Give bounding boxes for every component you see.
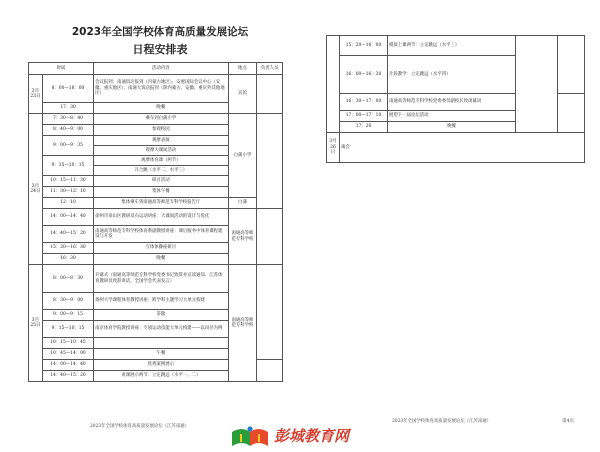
schedule-table-right [326,35,585,163]
table-row-time: 15：20—16：00 [340,36,388,56]
table-row-content: 开幕式（南通高等师范专科学校党委书记致辞并宣读通知、江苏体育教研员致辞讲话、全国学会代表发言） [94,265,228,293]
table-row-time: 10：15—10：45 [42,338,93,349]
table-row-time: 8：30—9：00 [42,293,93,310]
table-row-content: 片段教学：立定跳远（水平四） [388,56,516,94]
table-row-content: 徐州市泉山区教研员石运动讲座：大课间活动的设计与优化 [94,209,228,226]
footer-left: 2023年全国学校体育高质量发展论坛（江苏南通） [90,424,189,429]
table-row-content: 南通高等师范专科学校体育系副教授讲座：课后服务中体育课程建设与开发 [94,226,228,243]
date-day3: 3月25日 [29,265,43,382]
table-row-content: 集体乘车到南通高等师范专科学校报告厅 [94,198,228,209]
schedule-table-left [28,62,283,382]
date-day2: 3月24日 [29,114,43,265]
table-row-time: 9：15—10：15 [42,321,93,338]
header-time: 时间 [29,63,94,75]
table-row-person [257,75,283,114]
table-row-content: 集体午餐 [94,187,228,198]
table-row-content: 晚餐 [94,254,228,265]
table-row-time: 9：00—9：15 [42,310,93,321]
table-row-time: 7：30—8：40 [42,114,93,125]
table-row-content: 研讨活动 [94,176,228,187]
table-row-time: 8：00—18：00 [42,75,93,103]
table-row-content: 观摩表演 [94,136,228,146]
table-row-content: 会议报到：南通饭店报到（内蒙古地区）、安惠国际会议中心（安徽、重庆地区）、南通大饭店报到（除内蒙古、安徽、重庆外其他地区） [94,75,228,103]
table-row-time: 16：30—17：00 [340,94,388,111]
table-row-content [94,338,228,349]
table-row-content: 南通高等师范专科学校党委委员副校长致闭幕词 [388,94,516,111]
table-row-content: 模拟上课两节：立定跳远（水平三） [388,36,516,56]
place-group-right [516,36,558,133]
table-row-place: 白蒲 [228,198,257,209]
table-row-time: 16：30 [42,254,93,265]
table-row-content: 南京体育学院教授讲座：专项运动技能大单元构建——以田径为例 [94,321,228,338]
table-row-time: 11：30—12：10 [42,187,93,198]
table-row-content: 参观校园 [94,125,228,136]
table-row-time: 12：10 [42,198,93,209]
watermark-svg [228,420,374,448]
table-row-time: 14：40—15：20 [42,226,93,243]
person-block-right [558,36,585,94]
footer-right: 2023年全国学校体育高质量发展论坛（江苏南通） [392,419,491,424]
person-block-right2 [558,94,585,133]
table-row-place: 宾馆 [228,75,257,114]
table-row-content: 扬州大学课程体育教授讲座：跨学科主题学习大单元构建 [94,293,228,310]
date-day4: 3月26日 [327,133,340,163]
table-row-time: 9：00—9：35 [42,136,93,156]
doc-subtitle: 日程安排表 [132,43,188,56]
table-row-content: 互体体操座研讨 [94,243,228,254]
table-row-time: 17：30 [42,103,93,114]
table-row-time: 9：35—10：15 [42,156,93,176]
table-row-time: 8：40—9：00 [42,125,93,136]
page-number: 第4页 [562,419,575,424]
table-row-content: 说课展示两节：立定跳远（水平一、二） [94,371,228,382]
table-row-content: 乘车到白蒲小学 [94,114,228,125]
table-row-time: 15：20—16：30 [42,243,93,254]
table-row-time: 14：00—14：40 [42,209,93,226]
table-row-content: 开合跳（水平二，水平三） [94,166,228,176]
date-day1: 3月23日 [29,75,43,114]
table-row-content: 观摩大课间活动 [94,146,228,156]
doc-title: 2023年全国学校体育高质量发展论坛 [71,26,249,38]
table-row-time: 14：00—14：40 [42,360,93,371]
table-row-time: 8：00—8：30 [42,265,93,293]
header-place: 地点 [228,63,257,75]
person-group-day3b [257,360,283,382]
table-row-time: 14：40—15：20 [42,371,93,382]
table-row-time: 17：20 [340,122,388,133]
table-row-content: 离会 [340,133,585,163]
watermark-logo [228,420,374,448]
table-row-time: 16：00—16：30 [340,56,388,94]
date-day3-cont [327,36,340,133]
table-row-time: 10：15—11：30 [42,176,93,187]
header-content: 活动内容 [94,63,228,75]
person-group-day3 [257,265,283,360]
table-row-content: 午餐 [94,349,228,360]
person-group-day2 [257,114,283,209]
table-row-content: 茶歇 [94,310,228,321]
person-group-day2b [257,209,283,265]
table-row-time: 10：45—14：00 [42,349,93,360]
place-group-baipu: 白蒲小学 [228,114,257,198]
table-row-content: 展望下一届论坛活动 [388,111,516,122]
book-icon [232,426,268,446]
table-row-time: 17：00—17：10 [340,111,388,122]
header-person: 负责人员 [257,63,283,75]
table-row-content: 晚餐 [388,122,516,133]
table-row-content: 观摩体育课（两节） [94,156,228,166]
table-row-content: 优秀案例展示 [94,360,228,371]
watermark-text: 彭城教育网 [274,427,350,445]
place-group-nantong: 南通高等师范专科学校 [228,209,257,265]
place-group-day3: 南通高等师范专科学校 [228,265,257,382]
table-row-content: 晚餐 [94,103,228,114]
